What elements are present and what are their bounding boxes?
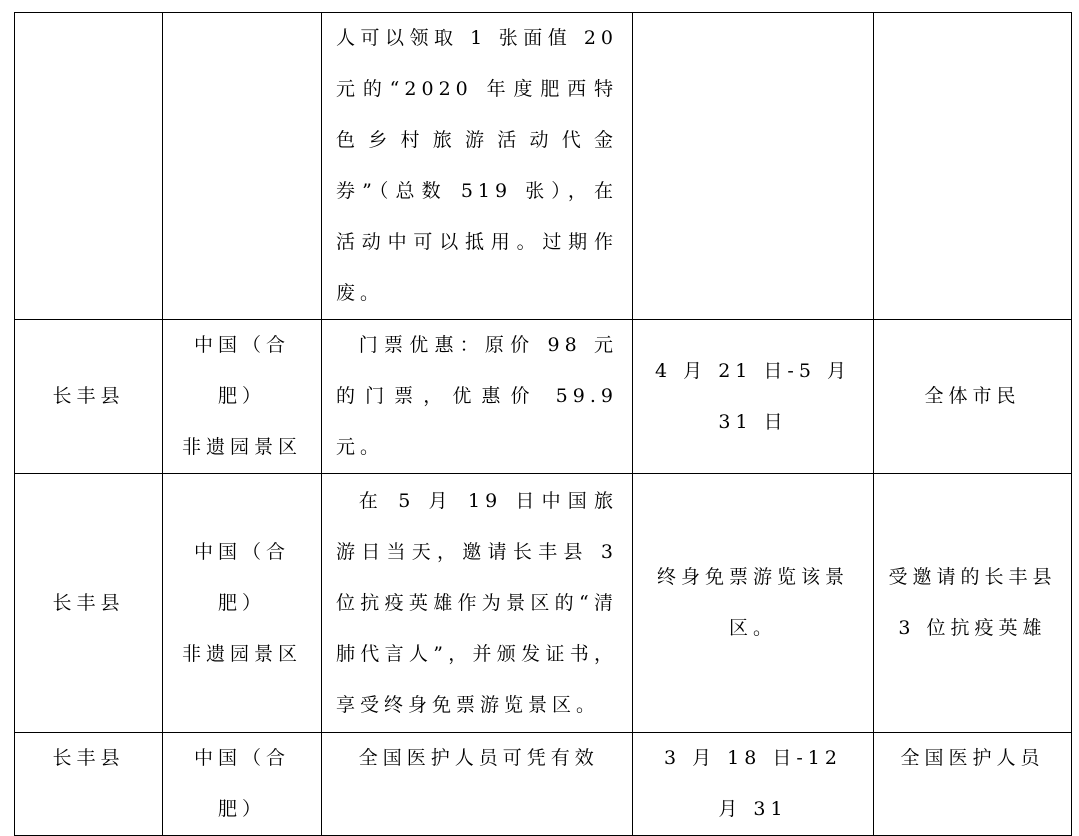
audience-cell: 全国医护人员 — [874, 733, 1072, 836]
county-cell: 长丰县 — [15, 733, 163, 836]
offer-cell: 全国医护人员可凭有效 — [322, 733, 633, 836]
offer-cell: 在 5 月 19 日中国旅游日当天，邀请长丰县 3 位抗疫英雄作为景区的“清肺代言人”，并颁发证书，享受终身免票游览景区。 — [322, 474, 633, 733]
period-cell: 终身免票游览该景区。 — [633, 474, 874, 733]
scenic-spot-cell: 中国（合肥） — [163, 733, 322, 836]
scenic-spot-line-1: 中国（合肥） — [193, 334, 290, 407]
scenic-spot-cell — [163, 13, 322, 320]
period-cell — [633, 13, 874, 320]
period-cell: 3 月 18 日-12 月 31 — [633, 733, 874, 836]
audience-cell: 全体市民 — [874, 320, 1072, 474]
scenic-spot-line-1: 中国（合肥） — [193, 540, 290, 614]
scenic-spot-cell — [163, 474, 322, 733]
period-cell: 4 月 21 日-5 月 31 日 — [633, 320, 874, 474]
table-row — [15, 13, 1072, 320]
table-row — [15, 733, 1072, 836]
offer-cell: 门票优惠：原价 98 元的门票，优惠价 59.9 元。 — [322, 320, 633, 474]
county-cell: 长丰县 — [15, 320, 163, 474]
scenic-spot-line-2: 非遗园景区 — [181, 436, 302, 458]
scenic-spot-cell — [163, 320, 322, 474]
audience-cell: 受邀请的长丰县 3 位抗疫英雄 — [874, 474, 1072, 733]
table-row — [15, 320, 1072, 474]
audience-cell — [874, 13, 1072, 320]
scenic-spot-line-2: 非遗园景区 — [181, 642, 302, 665]
county-cell: 长丰县 — [15, 474, 163, 733]
offer-cell: 人可以领取 1 张面值 20 元的“2020 年度肥西特色乡村旅游活动代金券”（总数 519 张），在活动中可以抵用。过期作废。 — [322, 13, 633, 320]
policy-table — [14, 12, 1072, 836]
county-cell — [15, 13, 163, 320]
table-row — [15, 474, 1072, 733]
